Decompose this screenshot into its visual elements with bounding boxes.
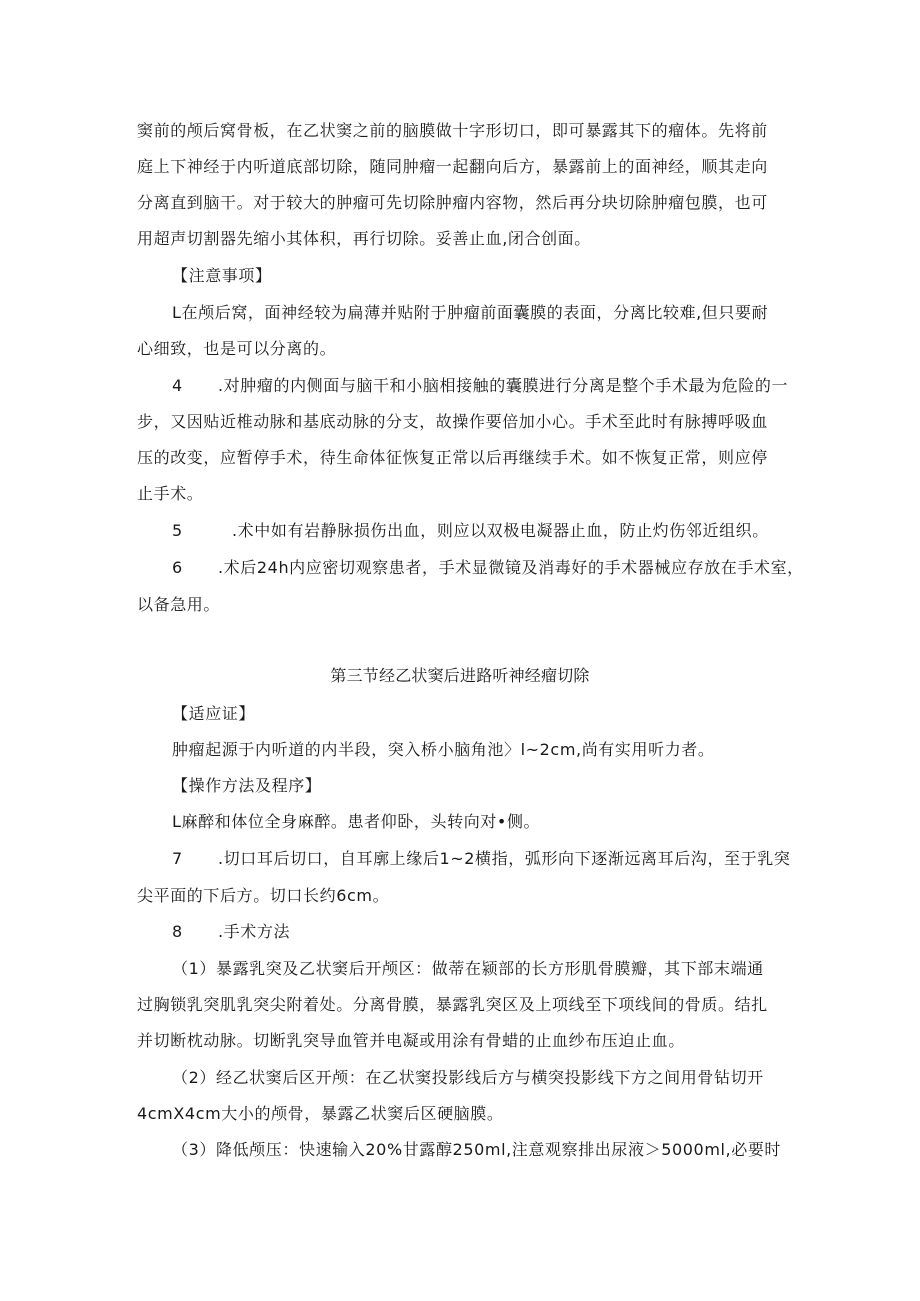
item-text: .对肿瘤的内侧面与脑干和小脑相接触的囊膜进行分离是整个手术最为危险的一 bbox=[218, 376, 789, 395]
indication-text: 肿瘤起源于内听道的内半段，突入桥小脑角池〉l~2cm,尚有实用听力者。 bbox=[172, 740, 715, 759]
text-line: 分离直到脑干。对于较大的肿瘤可先切除肿瘤内容物，然后再分块切除肿瘤包膜，也可 bbox=[137, 193, 768, 212]
item-text: .切口耳后切口，自耳廓上缘后1~2横指，弧形向下逐渐远离耳后沟，至于乳突 bbox=[218, 849, 791, 868]
indication-heading: 【适应证】 bbox=[172, 704, 256, 723]
proc-7-first-line bbox=[172, 849, 790, 869]
item-number: 5 bbox=[172, 521, 183, 540]
note-4-first-line bbox=[172, 376, 788, 396]
text-line: 压的改变，应暂停手术，待生命体征恢复正常以后再继续手术。如不恢复正常，则应停 bbox=[137, 448, 768, 467]
text-line: 步，又因贴近椎动脉和基底动脉的分支，故操作要倍加小心。手术至此时有脉搏呼吸血 bbox=[137, 412, 768, 431]
text-line: 并切断枕动脉。切断乳突导血管并电凝或用涂有骨蜡的止血纱布压迫止血。 bbox=[137, 1031, 685, 1050]
item-number: 7 bbox=[172, 849, 183, 868]
text-line: 庭上下神经于内听道底部切除，随同肿瘤一起翻向后方，暴露前上的面神经，顺其走向 bbox=[137, 157, 768, 176]
note-5-line bbox=[172, 521, 769, 541]
text-line: 用超声切割器先缩小其体积，再行切除。妥善止血,闭合创面。 bbox=[137, 229, 591, 248]
method-1-line: （1）暴露乳突及乙状窦后开颅区：做蒂在颍部的长方形肌骨膜瓣，其下部末端通 bbox=[172, 959, 764, 978]
note-l-line: 心细致，也是可以分离的。 bbox=[137, 339, 337, 358]
method-3-line: （3）降低颅压：快速输入20%甘露醇250ml,注意观察排出尿液＞5000ml,必要时 bbox=[172, 1140, 782, 1159]
text-line: 止手术。 bbox=[137, 484, 204, 503]
item-number: 6 bbox=[172, 558, 183, 577]
item-number: 4 bbox=[172, 376, 183, 395]
item-number: 8 bbox=[172, 922, 183, 941]
procedure-heading: 【操作方法及程序】 bbox=[172, 776, 322, 795]
note-6-first-line bbox=[172, 558, 804, 578]
section-title: 第三节经乙状窦后进路听神经瘤切除 bbox=[330, 666, 590, 685]
proc-l-line: L麻醉和体位全身麻醉。患者仰卧，头转向对•侧。 bbox=[172, 812, 541, 831]
item-text: .术中如有岩静脉损伤出血，则应以双极电凝器止血，防止灼伤邻近组织。 bbox=[232, 521, 769, 540]
text-line: 尖平面的下后方。切口长约6cm。 bbox=[137, 886, 390, 905]
notes-heading: 【注意事项】 bbox=[172, 266, 272, 285]
item-text: .术后24h内应密切观察患者，手术显微镜及消毒好的手术器械应存放在手术室， bbox=[218, 558, 804, 577]
proc-8-line bbox=[172, 922, 290, 942]
note-l-line: L在颅后窝，面神经较为扁薄并贴附于肿瘤前面囊膜的表面，分离比较难,但只要耐 bbox=[172, 303, 769, 322]
text-line: 4cmX4cm大小的颅骨，暴露乙状窦后区硬脑膜。 bbox=[137, 1104, 504, 1123]
text-line: 以备急用。 bbox=[137, 595, 221, 614]
item-text: .手术方法 bbox=[218, 922, 291, 941]
text-line: 过胸锁乳突肌乳突尖附着处。分离骨膜，暴露乳突区及上项线至下项线间的骨质。结扎 bbox=[137, 995, 768, 1014]
text-line: 窦前的颅后窝骨板，在乙状窦之前的脑膜做十字形切口，即可暴露其下的瘤体。先将前 bbox=[137, 121, 768, 140]
method-2-line: （2）经乙状窦后区开颅：在乙状窦投影线后方与横突投影线下方之间用骨钻切开 bbox=[172, 1068, 764, 1087]
